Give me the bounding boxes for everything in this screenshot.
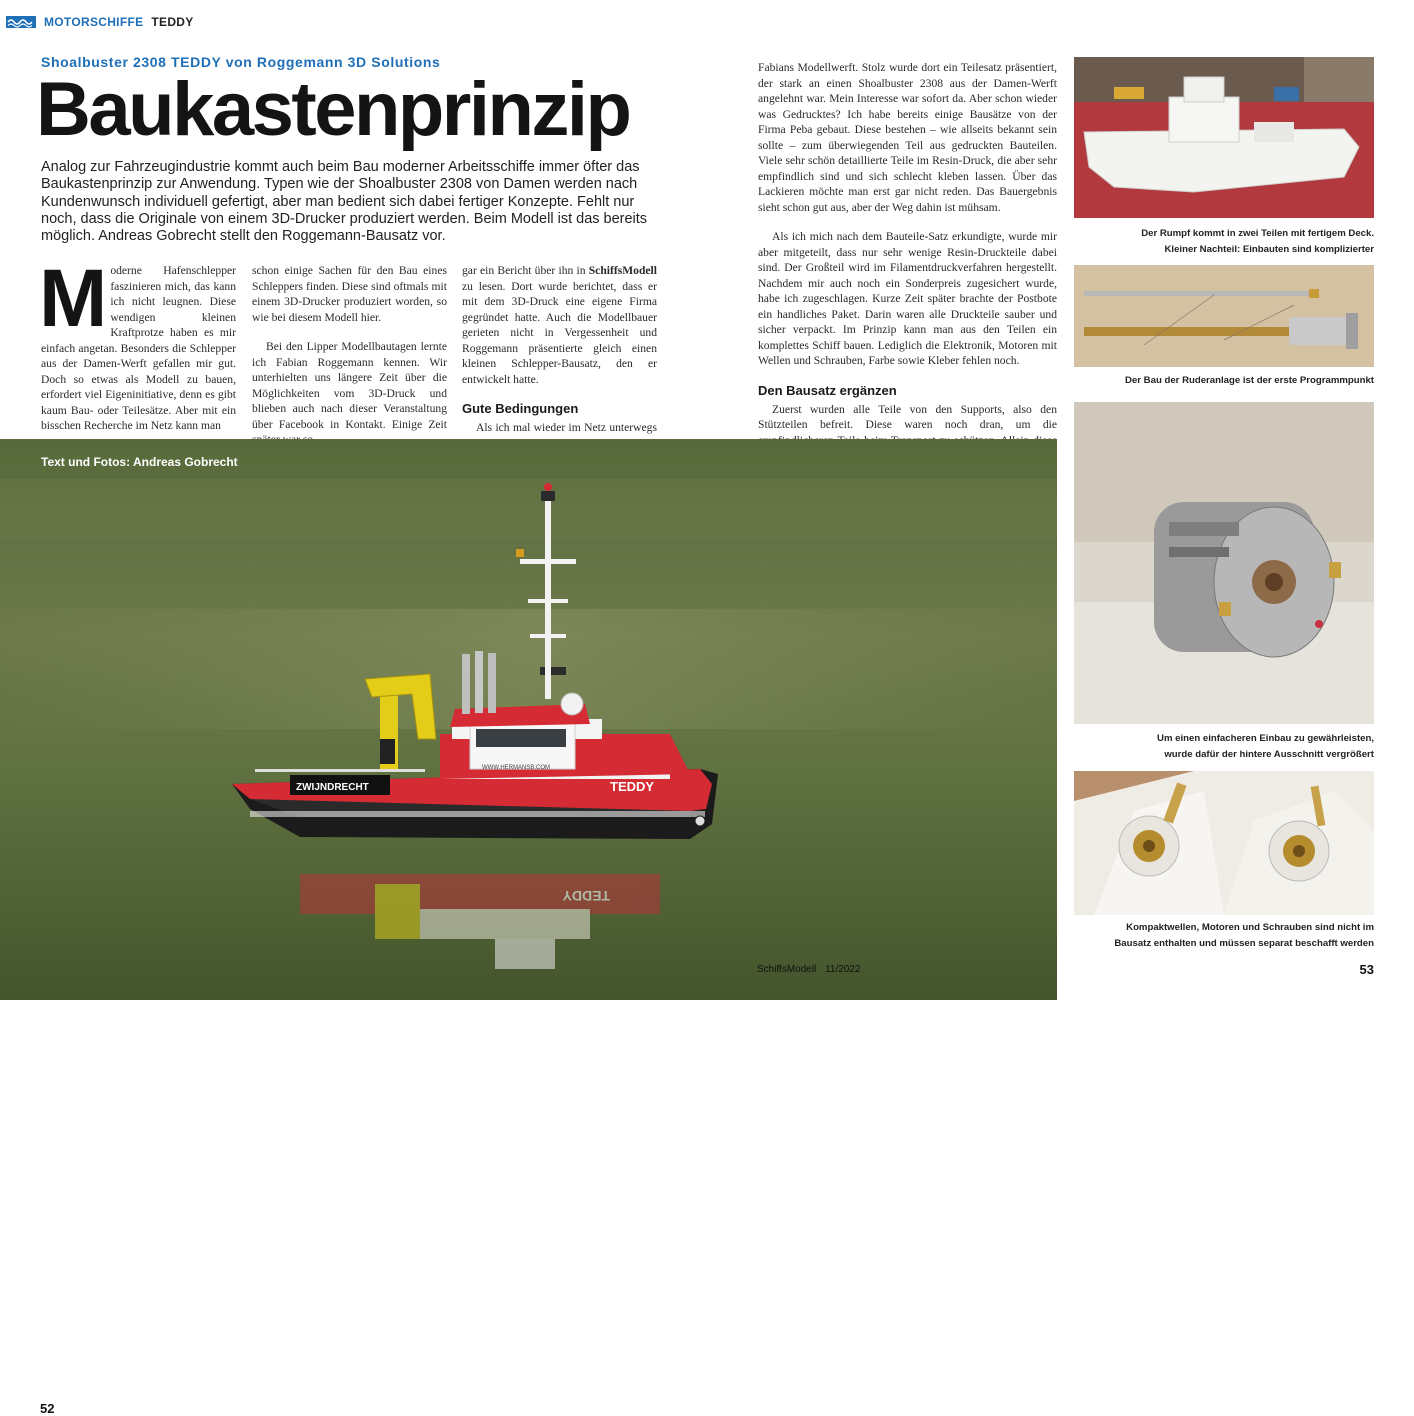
section-header xyxy=(6,13,194,31)
subheading: Gute Bedingungen xyxy=(462,401,579,416)
caption-line: wurde dafür der hintere Ausschnitt vergrößert xyxy=(1164,749,1374,760)
hero-photo xyxy=(0,439,1057,1416)
caption-line: Der Rumpf kommt in zwei Teilen mit fertigem Deck. xyxy=(1141,228,1374,239)
waves-logo-icon xyxy=(6,16,36,28)
rudder-photo xyxy=(1074,265,1374,367)
tugboat-photo xyxy=(0,439,1057,1000)
motor-photo xyxy=(1074,402,1374,724)
body-paragraph: Fabians Modellwerft. Stolz wurde dort ein Teilesatz präsentiert, der stark an einen Shoalbuster 2308 aus der Damen-Werft angelehnt war. Mein Interesse war sofort da. Aber schon wieder was Gedrucktes? Ich habe bereits einige Bausätze von der Firma Peba gebaut. Diese bestehen – wie allseits bekannt sein sollte – zum überwiegenden Teil aus gedruckten Bauteilen. Viele sehr schön detaillierte Teile im Resin-Druck, die aber sehr empfindlich sind und sich schlecht kleben lassen. Über das Lackieren möchte man erst gar nicht reden. Das Bauergebnis sieht schon gut aus, aber der Weg dahin ist mühsam. xyxy=(758,61,1057,214)
photo-hull-workshop xyxy=(1074,57,1374,218)
body-paragraph: Zuerst wurden alle Teile von den Supports, also den Stützteilen befreit. Diese waren noch dran, um die xyxy=(758,402,1057,431)
section-category: MOTORSCHIFFE xyxy=(44,15,144,29)
article-headline: Baukastenprinzip xyxy=(36,67,630,152)
caption-4 xyxy=(1062,920,1374,952)
caption-line: Kleiner Nachteil: Einbauten sind komplizierter xyxy=(1164,244,1374,255)
body-column-1 xyxy=(39,253,236,432)
issue-number: 11/2022 xyxy=(825,964,861,975)
body-text: gar ein Bericht über ihn in xyxy=(462,264,586,277)
caption-line: Der Bau der Ruderanlage ist der erste Programmpunkt xyxy=(1125,375,1374,386)
magazine-title: SchiffsModell xyxy=(757,964,817,975)
body-column-4 xyxy=(758,60,1057,435)
photo-credit: Text und Fotos: Andreas Gobrecht xyxy=(41,455,238,469)
propeller-photo xyxy=(1074,771,1374,915)
body-paragraph: schon einige Sachen für den Bau eines Schleppers finden. Diese sind oftmals mit einem 3D-Drucker produziert worden, so wie bei diesem Modell hier. xyxy=(252,264,447,324)
photo-motor xyxy=(1074,402,1374,724)
body-column-3 xyxy=(462,263,657,434)
caption-line: Bausatz enthalten und müssen separat beschafft werden xyxy=(1114,938,1374,949)
svg-text:TEDDY: TEDDY xyxy=(562,888,610,904)
body-paragraph: Als ich mich nach dem Bauteile-Satz erkundigte, wurde mir aber mitgeteilt, dass nur sehr wenige Resin-Druckteile dabei sind. Der Großteil wird im Filamentdruckverfahren hergestellt. Nachdem mir auch noch ein Sonderpreis zugesichert wurde, habe ich zugeschlagen. Kurze Zeit später brachte der Postbote ein handliches Paket. Darin waren alle Druckteile sauber und sicher verpackt. Im Prinzip kann man aus den Teilen ein komplettes Schiff bauen. Lediglich die Elektronik, Motoren mit Wellen und Schrauben, Farbe sowie Kleber fehlen noch. xyxy=(758,230,1057,367)
body-paragraph: Als ich mal wieder im Netz unterwegs xyxy=(476,421,657,434)
drop-cap: M xyxy=(39,253,105,344)
photo-rudder-shafts xyxy=(1074,265,1374,367)
body-text: zu lesen. Dort wurde berichtet, dass er mit dem 3D-Druck eine eigene Firma gegründet hatte. Auch die Modellbauer gerieten nicht in Vergessenheit und Roggemann präsentierte gleich einen kleinen Schlepper-Bausatz, den er entwickelt hatte. xyxy=(462,279,657,386)
subheading: Den Bausatz ergänzen xyxy=(758,382,897,398)
photo-propellers xyxy=(1074,771,1374,915)
caption-line: Um einen einfacheren Einbau zu gewährleisten, xyxy=(1157,733,1374,744)
body-paragraph: oderne Hafenschlepper faszinieren mich, das kann ich nicht leugnen. Diese wendigen kleinen Kraftprotze haben es mir einfach angetan. Besonders die Schlepper aus der Damen-Werft gefallen mir gut. Doch so etwas als Modell zu bauen, erfordert viel Eigeninitiative, denn es gibt kaum Bau- oder Teilesätze. Aber mit ein bisschen Recherche im Netz kann man xyxy=(41,264,236,432)
section-subject: TEDDY xyxy=(151,15,194,29)
hull-photo xyxy=(1074,57,1374,218)
article-kicker: Shoalbuster 2308 TEDDY von Roggemann 3D Solutions xyxy=(41,54,441,70)
body-column-2 xyxy=(252,263,447,431)
caption-1 xyxy=(1062,226,1374,258)
page-number-right: 53 xyxy=(1359,962,1374,977)
hull-website: WWW.HERMANSB.COM xyxy=(482,765,550,771)
footer-magazine xyxy=(757,964,860,975)
caption-3 xyxy=(1062,731,1374,763)
caption-line: Kompaktwellen, Motoren und Schrauben sind nicht im xyxy=(1126,922,1374,933)
page-number-left: 52 xyxy=(40,1401,55,1416)
body-paragraph: Bei den Lipper Modellbautagen lernte ich Fabian Roggemann kennen. Wir unterhielten uns längere Zeit über die Möglichkeiten vom 3D-Druck und blieben auch nach dieser Veranstaltung über Facebook in Kontakt. Einige Zeit xyxy=(252,340,447,431)
hull-port-name: ZWIJNDRECHT xyxy=(296,782,369,793)
hull-boat-name: TEDDY xyxy=(610,779,655,794)
magazine-name-inline: SchiffsModell xyxy=(588,264,657,277)
article-lead: Analog zur Fahrzeugindustrie kommt auch beim Bau moderner Arbeitsschiffe immer öfter das Baukastenprinzip zur Anwendung. Typen wie der Shoalbuster 2308 von Damen werden nach Kundenwunsch individuell gefertigt, aber man bedient sich dabei fertiger Konzepte. Fehlt nur noch, dass die Originale von einem 3D-Drucker produziert werden. Beim Modell ist das bereits möglich. Andreas Gobrecht stellt den Roggemann-Bausatz vor. xyxy=(41,159,648,245)
caption-2 xyxy=(1062,373,1374,389)
body-paragraph xyxy=(462,263,657,387)
